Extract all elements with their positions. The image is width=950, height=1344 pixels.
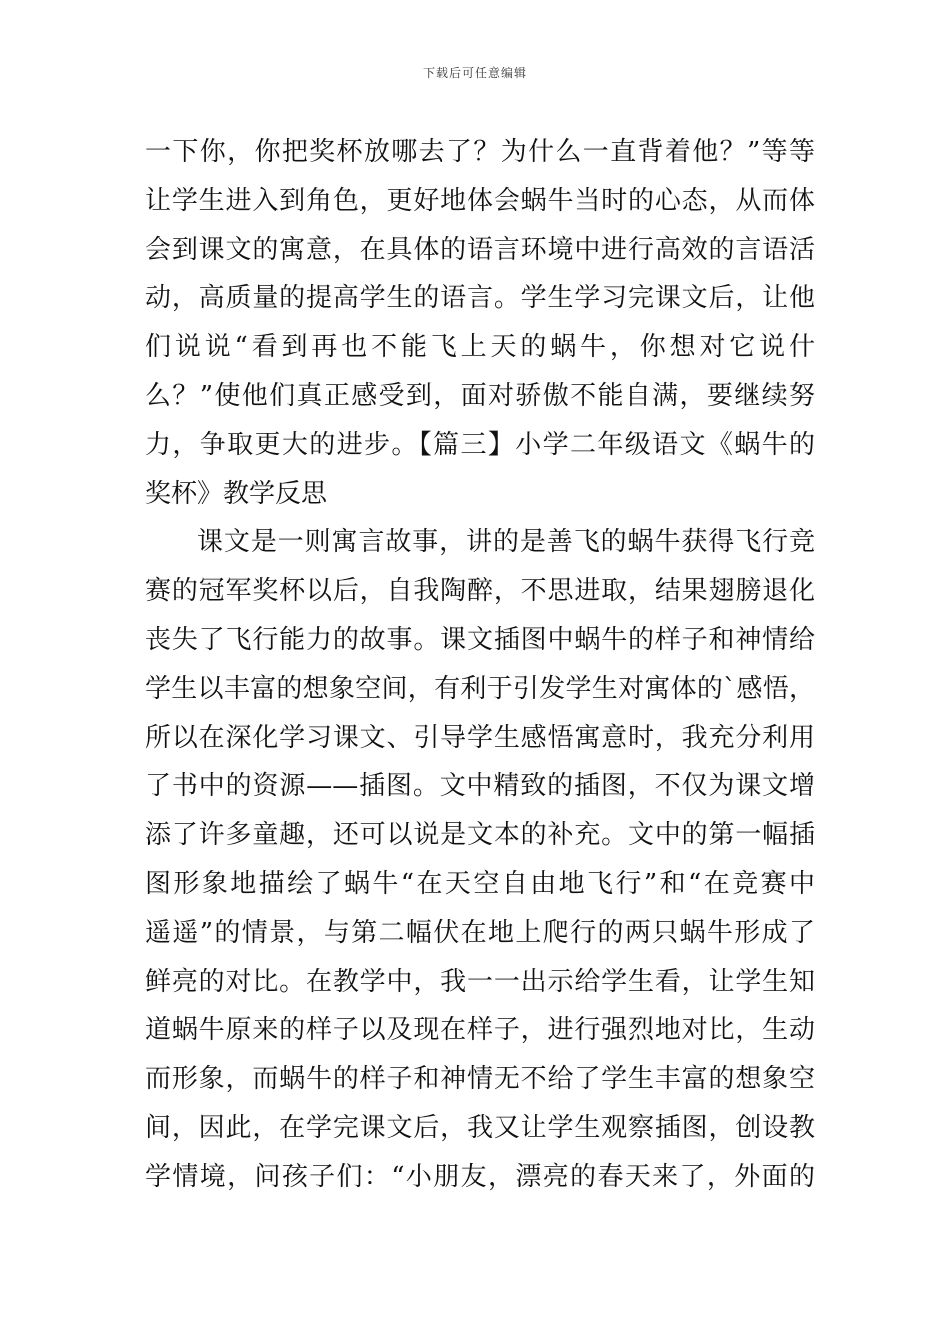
text-line: 学情境，问孩子们：“小朋友，漂亮的春天来了，外面的 [145,1161,815,1192]
text-line: 学生以丰富的想象空间，有利于引发学生对寓体的`感悟， [145,673,815,704]
text-line: 力，争取更大的进步。【篇三】小学二年级语文《蜗牛的 [145,429,815,460]
text-line: 动，高质量的提高学生的语言。学生学习完课文后，让他 [145,283,815,314]
text-line: 课文是一则寓言故事，讲的是善飞的蜗牛获得飞行竞 [197,527,815,558]
text-line: 让学生进入到角色，更好地体会蜗牛当时的心态，从而体 [145,185,815,216]
text-line: 间，因此，在学完课文后，我又让学生观察插图，创设教 [145,1112,815,1143]
text-line: 么？”使他们真正感受到，面对骄傲不能自满，要继续努 [145,380,815,411]
text-line: 丧失了飞行能力的故事。课文插图中蜗牛的样子和神情给 [145,624,815,655]
text-line: 所以在深化学习课文、引导学生感悟寓意时，我充分利用 [145,722,815,753]
document-body [145,128,815,1202]
text-line: 道蜗牛原来的样子以及现在样子，进行强烈地对比，生动 [145,1015,815,1046]
text-line: 会到课文的寓意，在具体的语言环境中进行高效的言语活 [145,234,815,265]
text-line: 们说说“看到再也不能飞上天的蜗牛，你想对它说什 [145,332,815,363]
text-line: 赛的冠军奖杯以后，自我陶醉，不思进取，结果翅膀退化 [145,576,815,607]
paragraph [145,518,815,1201]
text-line: 遥遥”的情景，与第二幅伏在地上爬行的两只蜗牛形成了 [145,917,815,948]
text-line: 鲜亮的对比。在教学中，我一一出示给学生看，让学生知 [145,966,815,997]
text-line: 添了许多童趣，还可以说是文本的补充。文中的第一幅插 [145,820,815,851]
text-line: 奖杯》教学反思 [145,478,328,509]
page-header: 下载后可任意编辑 [422,66,527,80]
text-line: 一下你，你把奖杯放哪去了？为什么一直背着他？”等等 [145,137,815,167]
paragraph [145,128,815,518]
text-line: 而形象，而蜗牛的样子和神情无不给了学生丰富的想象空 [145,1064,815,1095]
text-line: 了书中的资源——插图。文中精致的插图，不仅为课文增 [145,771,815,802]
text-line: 图形象地描绘了蜗牛“在天空自由地飞行”和“在竞赛中 [145,868,815,899]
